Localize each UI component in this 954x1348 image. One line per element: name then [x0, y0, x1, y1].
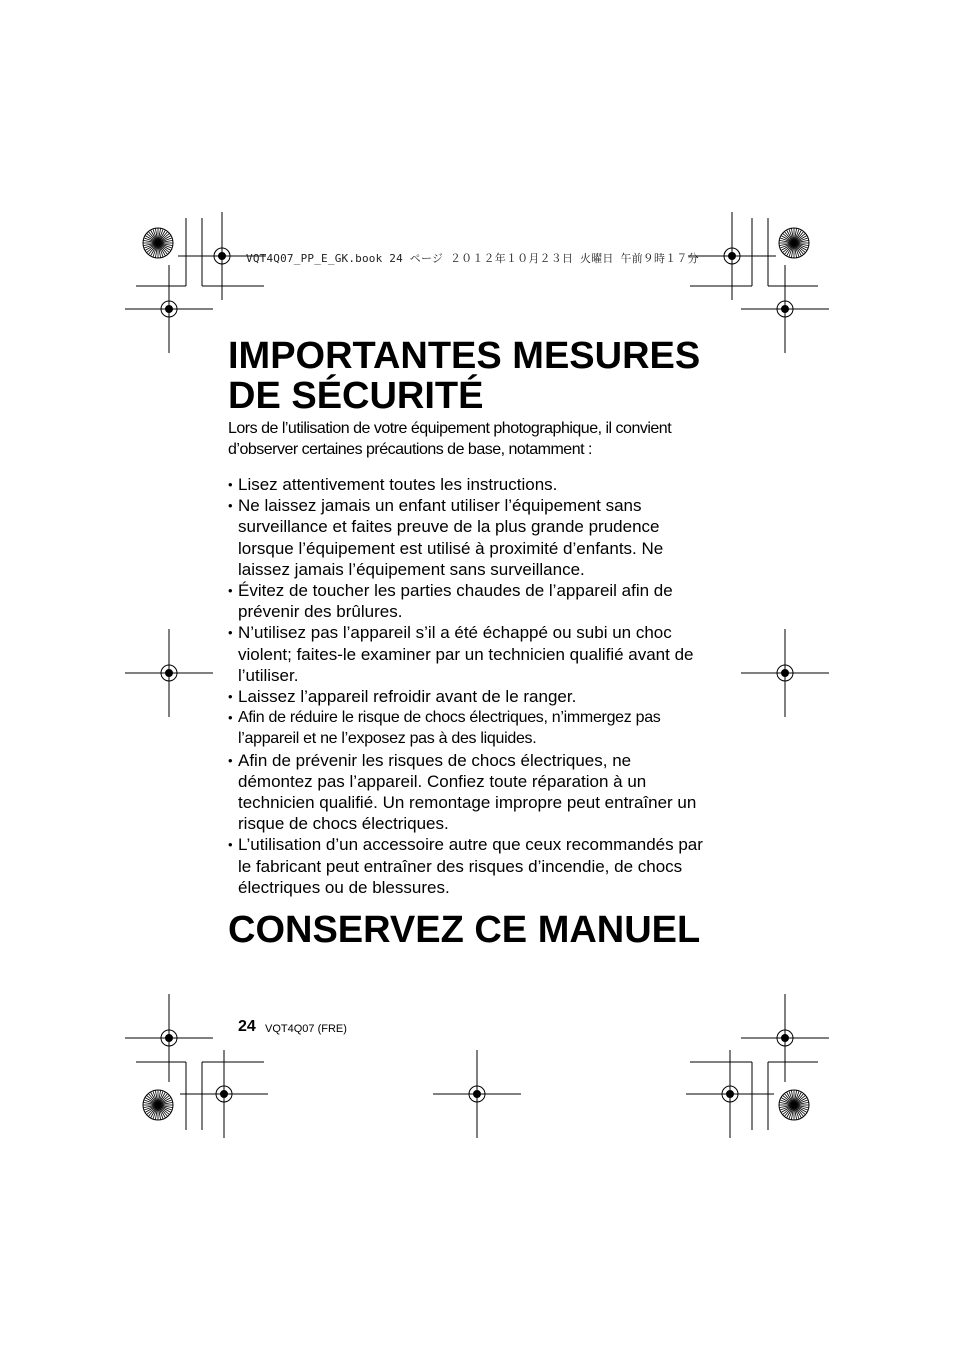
starburst-target-icon: [143, 1090, 173, 1120]
list-item: [228, 834, 708, 898]
list-item: [228, 474, 708, 495]
starburst-target-icon: [143, 228, 173, 258]
list-item: [228, 622, 708, 686]
crosshair-icon: [433, 1050, 521, 1138]
bullet-icon: •: [228, 837, 233, 853]
page-title: IMPORTANTES MESURES DE SÉCURITÉ: [228, 335, 701, 417]
list-item: [228, 580, 708, 622]
crosshair-icon: [741, 629, 829, 717]
crosshair-icon: [686, 1050, 774, 1138]
crosshair-icon: [741, 994, 829, 1082]
bullet-icon: •: [228, 498, 233, 514]
starburst-target-icon: [779, 1090, 809, 1120]
bullet-icon: •: [228, 752, 233, 768]
list-item-text: Lisez attentivement toutes les instructions.: [238, 475, 558, 494]
list-item-text: N’utilisez pas l’appareil s’il a été échappé ou subi un choc violent; faites-le examiner par un technicien qualifié avant de l’utiliser.: [238, 623, 694, 685]
crosshair-icon: [125, 629, 213, 717]
list-item: [228, 686, 708, 707]
crosshair-icon: [741, 265, 829, 353]
intro-paragraph: Lors de l’utilisation de votre équipement photographique, il convient d’observer certaines précautions de base, notamment :: [228, 420, 672, 458]
print-info-header: VQT4Q07_PP_E_GK.book 24 ページ ２０１２年１０月２３日 火曜日 午前９時１７分: [246, 252, 699, 265]
safety-rules-list: [228, 474, 708, 898]
bullet-icon: •: [228, 710, 233, 726]
list-item: [228, 707, 708, 749]
list-item: [228, 750, 708, 835]
list-item-text: L’utilisation d’un accessoire autre que ceux recommandés par le fabricant peut entraîner des risques d’incendie, de chocs électriques ou de blessures.: [238, 835, 703, 897]
list-item-text: Évitez de toucher les parties chaudes de l’appareil afin de prévenir des brûlures.: [238, 581, 673, 622]
crosshair-icon: [125, 265, 213, 353]
list-item-text: Afin de réduire le risque de chocs électriques, n’immergez pas l’appareil et ne l’exposez pas à des liquides.: [238, 709, 661, 748]
document-code: VQT4Q07 (FRE): [265, 1023, 347, 1035]
bullet-icon: •: [228, 689, 233, 705]
crosshair-icon: [180, 1050, 268, 1138]
list-item-text: Laissez l’appareil refroidir avant de le ranger.: [238, 687, 577, 707]
list-item-text: Afin de prévenir les risques de chocs électriques, ne démontez pas l’appareil. Confiez toute réparation à un technicien qualifié. Un remontage impropre peut entraîner un risque de chocs électriques.: [238, 750, 697, 834]
crosshair-icon: [125, 994, 213, 1082]
list-item-text: Ne laissez jamais un enfant utiliser l’équipement sans surveillance et faites preuve de la plus grande prudence lorsque l’équipement est utilisé à proximité d’enfants. Ne laissez jamais l’équipement sans surveillance.: [238, 496, 664, 579]
bullet-icon: •: [228, 625, 233, 641]
footer-heading: CONSERVEZ CE MANUEL: [228, 909, 701, 951]
list-item: [228, 495, 708, 580]
bullet-icon: •: [228, 583, 233, 599]
bullet-icon: •: [228, 477, 233, 492]
page-number: 24: [238, 1018, 256, 1035]
starburst-target-icon: [779, 228, 809, 258]
